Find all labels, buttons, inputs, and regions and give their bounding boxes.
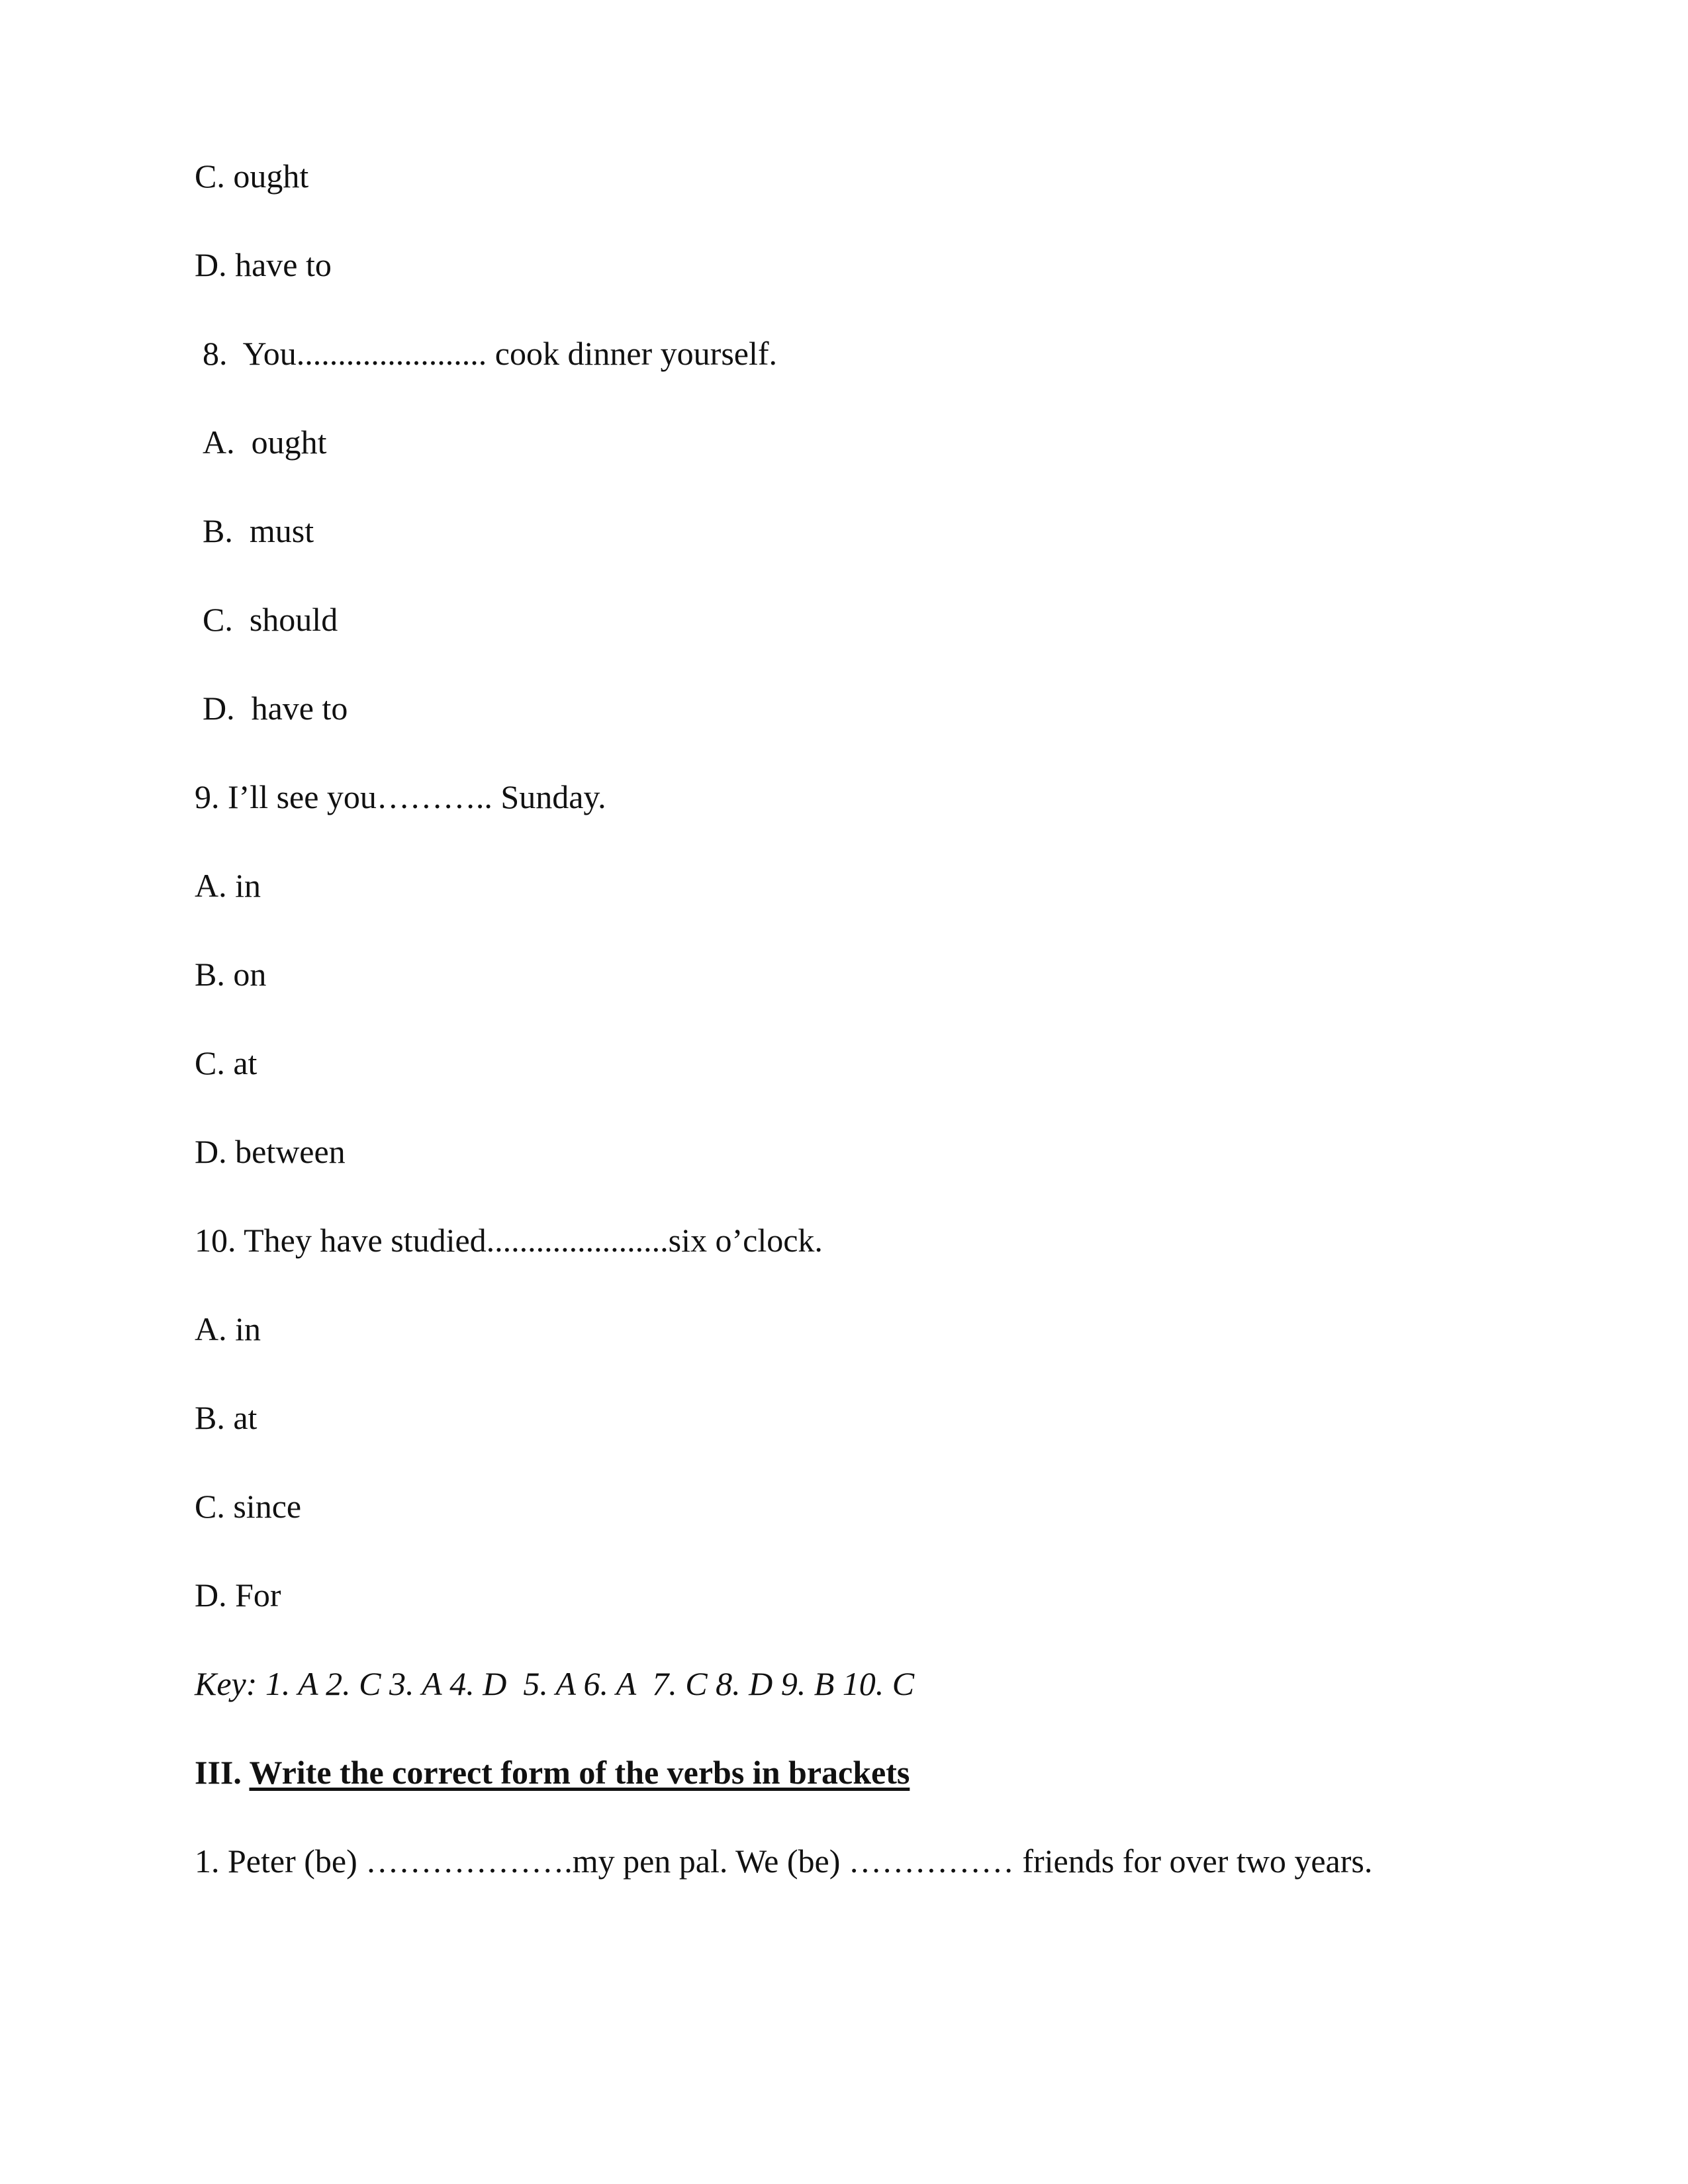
q9-option-b: B. on bbox=[195, 956, 267, 993]
q9-option-c: C. at bbox=[195, 1044, 258, 1081]
answer-key: Key: 1. A 2. C 3. A 4. D 5. A 6. A 7. C 8. D 9. B 10. C bbox=[195, 1665, 915, 1702]
section-heading bbox=[195, 1752, 910, 1792]
section3-item-1: 1. Peter (be) ……………….my pen pal. We (be) …………… friends for over two years. bbox=[195, 1843, 1373, 1880]
q8-option-a: A. ought bbox=[203, 424, 327, 461]
q9-question: 9. I’ll see you……….. Sunday. bbox=[195, 778, 606, 815]
section-number: III. bbox=[195, 1754, 242, 1791]
q10-option-d: D. For bbox=[195, 1576, 281, 1614]
q10-question: 10. They have studied......................six o’clock. bbox=[195, 1222, 823, 1259]
q10-option-b: B. at bbox=[195, 1399, 258, 1436]
q8-option-b: B. must bbox=[203, 512, 314, 549]
q10-option-c: C. since bbox=[195, 1488, 302, 1525]
q8-option-d: D. have to bbox=[203, 690, 348, 727]
q7-option-d: D. have to bbox=[195, 246, 332, 283]
q9-option-a: A. in bbox=[195, 867, 261, 904]
q8-question: 8. You....................... cook dinner yourself. bbox=[203, 335, 778, 372]
q7-option-c: C. ought bbox=[195, 158, 309, 195]
q10-option-a: A. in bbox=[195, 1310, 261, 1347]
q9-option-d: D. between bbox=[195, 1133, 346, 1170]
q8-option-c: C. should bbox=[203, 601, 338, 638]
section-title: Write the correct form of the verbs in brackets bbox=[249, 1754, 910, 1791]
